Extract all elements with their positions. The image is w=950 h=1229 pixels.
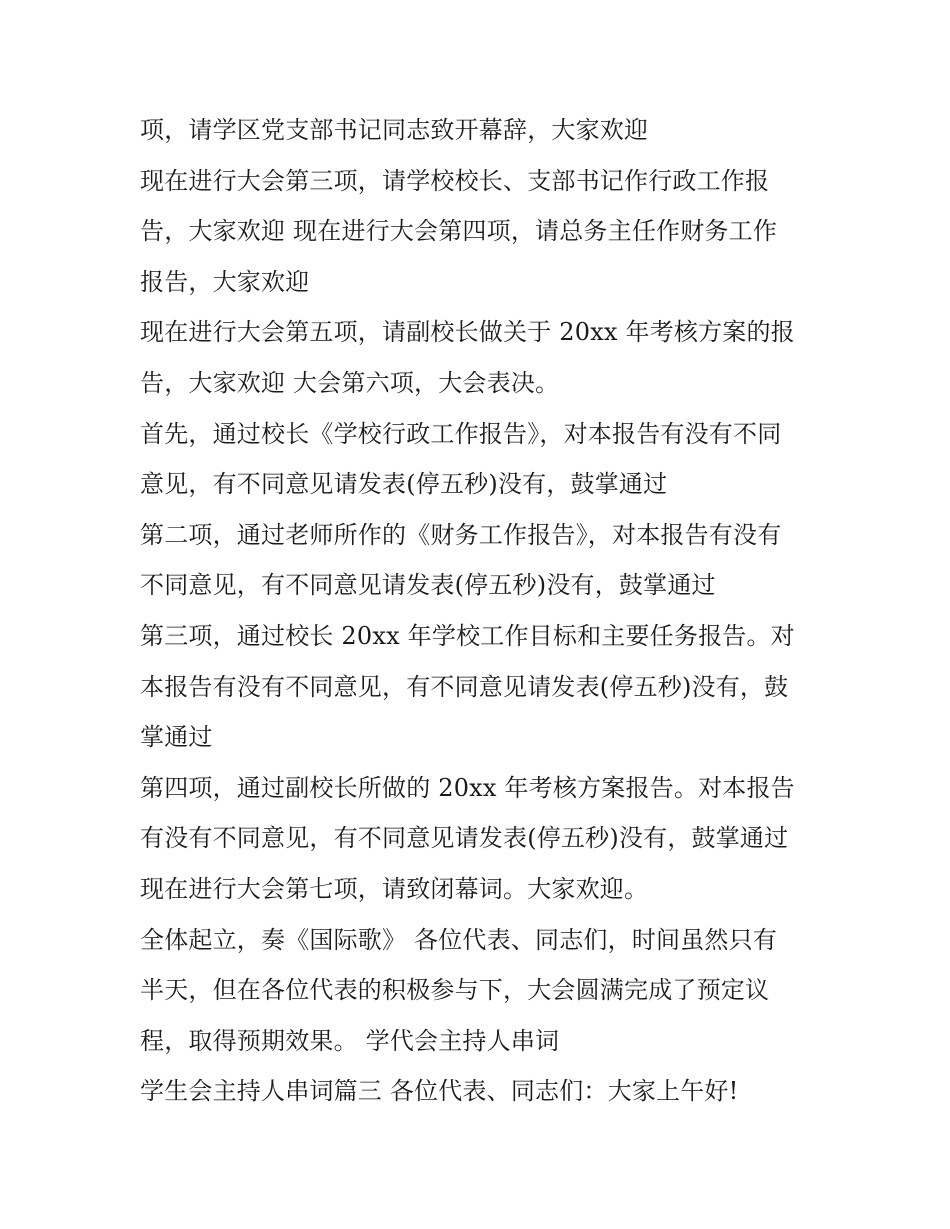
text-line: 告，大家欢迎 现在进行大会第四项，请总务主任作财务工作 [140,217,778,246]
text-line: 第二项，通过老师所作的《财务工作报告》，对本报告有没有 [140,520,782,549]
text-line: 全体起立，奏《国际歌》 各位代表、同志们，时间虽然只有 [140,925,778,954]
text-line: 学生会主持人串词篇三 各位代表、同志们：大家上午好! [140,1077,739,1106]
text-line: 第四项，通过副校长所做的 20xx 年考核方案报告。对本报告 [140,773,795,802]
text-line: 半天，但在各位代表的积极参与下，大会圆满完成了预定议 [140,976,770,1005]
text-line: 报告，大家欢迎 [140,267,310,296]
document-body [140,105,840,1117]
text-line: 现在进行大会第七项，请致闭幕词。大家欢迎。 [140,874,649,903]
text-line: 程，取得预期效果。 学代会主持人串词 [140,1026,560,1055]
text-line: 项，请学区党支部书记同志致开幕辞，大家欢迎 [140,116,649,144]
text-line: 意见，有不同意见请发表(停五秒)没有，鼓掌通过 [140,470,668,499]
text-line: 现在进行大会第三项，请学校校长、支部书记作行政工作报 [140,166,770,195]
text-line: 现在进行大会第五项，请副校长做关于 20xx 年考核方案的报 [140,318,795,347]
text-line: 有没有不同意见，有不同意见请发表(停五秒)没有，鼓掌通过 [140,824,789,853]
text-line: 本报告有没有不同意见，有不同意见请发表(停五秒)没有，鼓 [140,672,789,701]
text-line: 掌通过 [140,723,213,752]
text-line: 告，大家欢迎 大会第六项，大会表决。 [140,368,560,397]
text-line: 第三项，通过校长 20xx 年学校工作目标和主要任务报告。对 [140,621,795,650]
text-line: 不同意见，有不同意见请发表(停五秒)没有，鼓掌通过 [140,571,716,600]
text-line: 首先，通过校长《学校行政工作报告》，对本报告有没有不同 [140,419,782,448]
